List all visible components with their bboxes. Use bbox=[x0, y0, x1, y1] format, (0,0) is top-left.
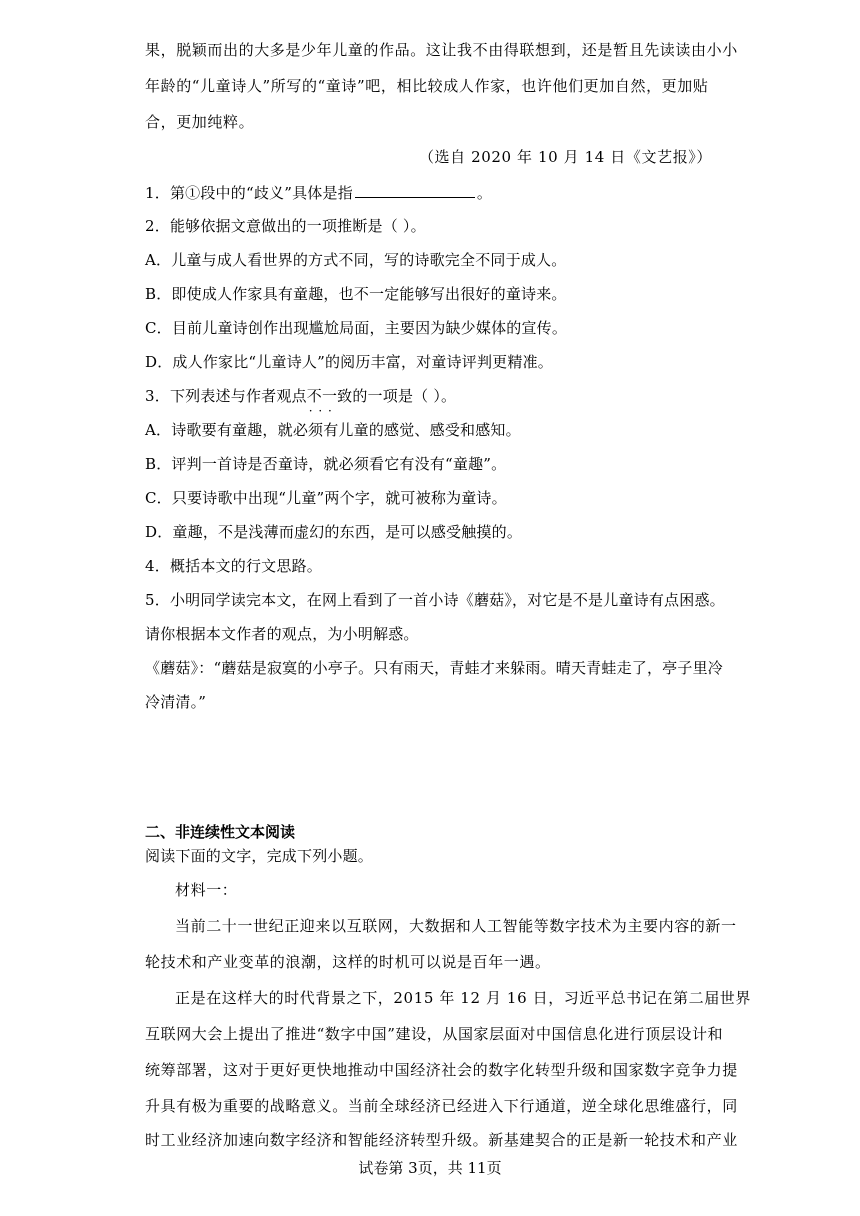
question-2-option-a[interactable]: A．儿童与成人看世界的方式不同，写的诗歌完全不同于成人。 bbox=[145, 251, 567, 269]
question-3-text-a: 3．下列表述与作者观点 bbox=[145, 387, 307, 405]
passage-line-3: 合，更加纯粹。 bbox=[145, 113, 255, 131]
question-3 bbox=[145, 386, 456, 406]
passage-line-1: 果，脱颖而出的大多是少年儿童的作品。这让我不由得联想到，还是暂且先读读由小小 bbox=[145, 41, 738, 59]
para2-line-5: 时工业经济加速向数字经济和智能经济转型升级。新基建契合的正是新一轮技术和产业 bbox=[145, 1131, 738, 1149]
question-1 bbox=[145, 183, 492, 203]
question-2-option-d[interactable]: D．成人作家比“儿童诗人”的阅历丰富，对童诗评判更精准。 bbox=[145, 353, 553, 371]
answer-blank[interactable] bbox=[355, 183, 475, 198]
question-2: 2．能够依据文意做出的一项推断是（ ）。 bbox=[145, 217, 426, 235]
question-3-emphasis: 不一致 · · · bbox=[307, 387, 353, 405]
question-3-option-b[interactable]: B．评判一首诗是否童诗，就必须看它有没有“童趣”。 bbox=[145, 455, 507, 473]
section-heading: 二、非连续性文本阅读 bbox=[145, 823, 296, 841]
para2-line-3: 统筹部署，这对于更好更快地推动中国经济社会的数字化转型升级和国家数字竞争力提 bbox=[145, 1061, 738, 1079]
question-3-option-a[interactable]: A．诗歌要有童趣，就必须有儿童的感觉、感受和感知。 bbox=[145, 421, 521, 439]
para1-line-1: 当前二十一世纪正迎来以互联网，大数据和人工智能等数字技术为主要内容的新一 bbox=[175, 917, 737, 935]
question-4: 4．概括本文的行文思路。 bbox=[145, 557, 322, 575]
question-2-option-c[interactable]: C．目前儿童诗创作出现尴尬局面，主要因为缺少媒体的宣传。 bbox=[145, 319, 568, 337]
question-2-option-b[interactable]: B．即使成人作家具有童趣，也不一定能够写出很好的童诗来。 bbox=[145, 285, 567, 303]
section-instruction: 阅读下面的文字，完成下列小题。 bbox=[145, 847, 374, 865]
page-footer: 试卷第 3页，共 11页 bbox=[358, 1159, 502, 1177]
poem-line-2: 冷清清。” bbox=[145, 693, 207, 711]
para2-line-1: 正是在这样大的时代背景之下，2015 年 12 月 16 日，习近平总书记在第二届世界 bbox=[175, 989, 751, 1007]
question-5-line-2: 请你根据本文作者的观点，为小明解惑。 bbox=[145, 625, 419, 643]
question-5-line-1: 5．小明同学读完本文，在网上看到了一首小诗《蘑菇》，对它是不是儿童诗有点困惑。 bbox=[145, 591, 725, 609]
passage-source: （选自 2020 年 10 月 14 日《文艺报》） bbox=[418, 148, 712, 166]
material-label: 材料一： bbox=[175, 881, 238, 899]
poem-line-1: 《蘑菇》：“蘑菇是寂寞的小亭子。只有雨天，青蛙才来躲雨。晴天青蛙走了，亭子里冷 bbox=[145, 659, 723, 677]
question-3-option-d[interactable]: D．童趣，不是浅薄而虚幻的东西，是可以感受触摸的。 bbox=[145, 523, 523, 541]
question-1-text: 1．第①段中的“歧义”具体是指 bbox=[145, 184, 353, 202]
para2-line-4: 升具有极为重要的战略意义。当前全球经济已经进入下行通道，逆全球化思维盛行，同 bbox=[145, 1097, 738, 1115]
passage-line-2: 年龄的“儿童诗人”所写的“童诗”吧，相比较成人作家，也许他们更加自然，更加贴 bbox=[145, 77, 709, 95]
para2-line-2: 互联网大会上提出了推进“数字中国”建设，从国家层面对中国信息化进行顶层设计和 bbox=[145, 1025, 724, 1043]
question-3-option-c[interactable]: C．只要诗歌中出现“儿童”两个字，就可被称为童诗。 bbox=[145, 489, 507, 507]
question-3-text-b: 的一项是（ ）。 bbox=[352, 387, 457, 405]
para1-line-2: 轮技术和产业变革的浪潮，这样的时机可以说是百年一遇。 bbox=[145, 953, 551, 971]
question-1-end: 。 bbox=[476, 184, 493, 202]
